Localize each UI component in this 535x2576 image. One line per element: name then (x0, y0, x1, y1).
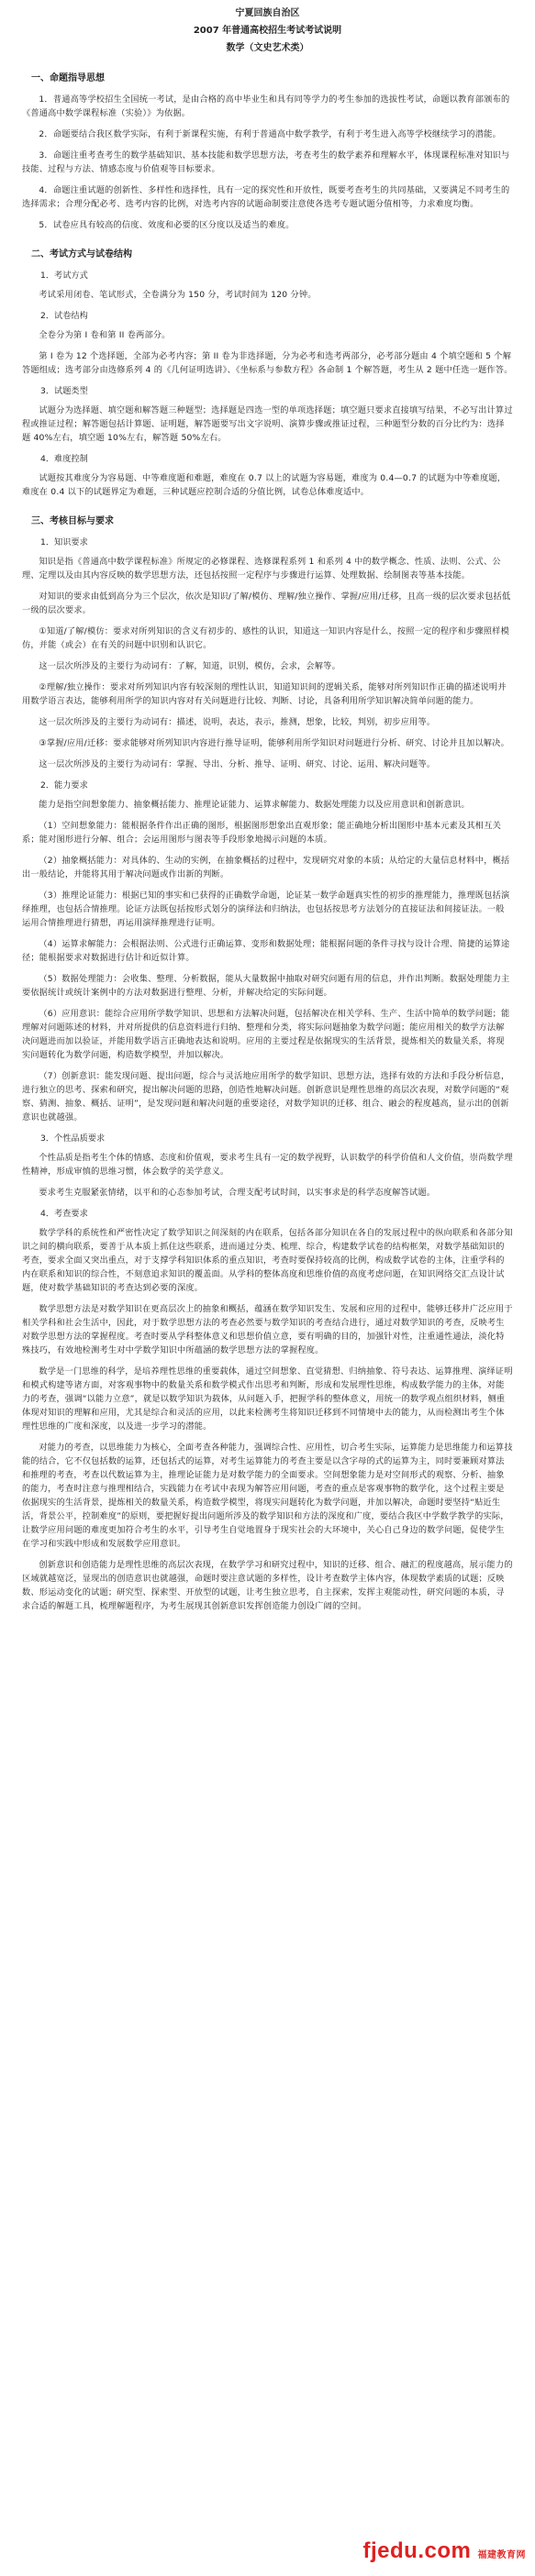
paragraph: （5）数据处理能力：会收集、整理、分析数据，能从大量数据中抽取对研究问题有用的信息，并作出判断。数据处理能力主要依据统计或统计案例中的方法对数据进行整理、分析，并解决给定的实际问题。 (22, 974, 510, 998)
paragraph: 要求考生克服紧张情绪，以平和的心态参加考试，合理支配考试时间，以实事求是的科学态度解答试题。 (39, 1188, 436, 1198)
paragraph: 全卷分为第 I 卷和第 II 卷两部分。 (39, 330, 171, 340)
paragraph: 知识是指《普通高中数学课程标准》所规定的必修课程、选修课程系列 1 和系列 4 中的数学概念、性质、法则、公式、公理、定理以及由其内容反映的数学思想方法，还包括按照一定程序与步骤进行运算、处理数据、绘制图表等基本技能。 (22, 557, 501, 580)
subsection-heading: 4．考查要求 (40, 1209, 88, 1219)
paragraph: 试题按其难度分为容易题、中等难度题和难题，难度在 0.7 以上的试题为容易题，难度为 0.4—0.7 的试题为中等难度题，难度在 0.4 以下的试题界定为难题，三种试题应控制合适的分值比例，试卷总体难度适中。 (22, 473, 507, 497)
paragraph: 5．试卷应具有较高的信度、效度和必要的区分度以及适当的难度。 (39, 220, 295, 230)
paragraph: 第 I 卷为 12 个选择题，全部为必考内容；第 II 卷为非选择题，分为必考和选考两部分，必考部分题由 4 个填空题和 5 个解答题组成；选考部分由选修系列 4 的《几何证明选讲》、《坐标系与参数方程》各命制 1 个解答题，考生从 2 题中任选一题作答。 (22, 351, 513, 375)
region-title: 宁夏回族自治区 (235, 8, 300, 18)
paragraph: 3．命题注重考查考生的数学基础知识、基本技能和数学思想方法，考查考生的数学素养和理解水平，体现课程标准对知识与技能、过程与方法、情感态度与价值观等目标要求。 (22, 150, 510, 174)
paragraph: 1．普通高等学校招生全国统一考试，是由合格的高中毕业生和具有同等学力的考生参加的选拔性考试，命题以教育部颁布的《普通高中数学课程标准（实验）》为依据。 (22, 94, 510, 118)
paragraph: （6）应用意识：能综合应用所学数学知识、思想和方法解决问题，包括解决在相关学科、生产、生活中简单的数学问题；能理解对问题陈述的材料，并对所提供的信息资料进行归纳、整理和分类，将实际问题抽象为数学问题；能应用相关的数学方法解决问题进而加以验证，并能用数学语言正确地表达和说明。应用的主要过程是依据现实的生活背景，提炼相关的数量关系，将现实问题转化为数学问题，构造数学模型，并加以解决。 (22, 1009, 510, 1060)
paragraph: 2．命题要结合我区数学实际，有利于新课程实施，有利于普通高中数学教学，有利于考生进入高等学校继续学习的潜能。 (39, 129, 501, 139)
subsection-heading: 1．考试方式 (40, 271, 88, 281)
paragraph: （7）创新意识：能发现问题、提出问题，综合与灵活地应用所学的数学知识、思想方法，选择有效的方法和手段分析信息，进行独立的思考、探索和研究，提出解决问题的思路，创造性地解决问题。创新意识是理性思维的高层次表现，对数学问题的“观察、猜测、抽象、概括、证明”，是发现问题和解决问题的重要途径，对数学知识的迁移、组合、融会的程度越高，显示出的创新意识也就越强。 (22, 1071, 510, 1122)
paragraph: （1）空间想象能力：能根据条件作出正确的图形，根据图形想象出直观形象；能正确地分析出图形中基本元素及其相互关系；能对图形进行分解、组合；会运用图形与图表等手段形象地揭示问题的本质。 (22, 821, 501, 845)
subsection-heading: 1．知识要求 (40, 537, 88, 547)
paragraph: ②理解/独立操作：要求对所列知识内容有较深刻的理性认识，知道知识间的逻辑关系，能够对所列知识作正确的描述说明并用数学语言表达，能够利用所学的知识内容对有关问题进行比较、判断、讨论，具备利用所学知识解决简单问题的能力。 (22, 682, 507, 706)
paragraph: 对能力的考查，以思维能力为核心，全面考查各种能力，强调综合性、应用性，切合考生实际，运算能力是思维能力和运算技能的结合，它不仅包括数的运算，还包括式的运算，对考生运算能力的考查主要是以含字母的式的运算为主，同时要兼顾对算法和推理的考查，考查以代数运算为主，推理论证能力是对数学能力的全面要求。空间想象能力是对空间形式的观察、分析、抽象的能力，考查时注意与推理相结合，实践能力在考试中表现为解答应用问题，考查的重点是客观事物的数学化，这个过程主要是依据现实的生活背景，提炼相关的数量关系，构造数学模型，将现实问题转化为数学问题，并加以解决，命题时要坚持“贴近生活，背景公平，控制难度”的原则，要把握好提出问题所涉及的数学知识和方法的深度和广度，要结合我区中学数学教学的实际，让数学应用问题的难度更加符合考生的水平，引导考生自觉地置身于现实社会的大环境中，关心自己身边的数学问题，促使学生在学习和实践中形成和发展数学应用意识。 (22, 1443, 513, 1549)
subsection-heading: 3．个性品质要求 (40, 1133, 106, 1144)
paragraph: 这一层次所涉及的主要行为动词有：描述，说明，表达，表示，推测，想象，比较，判别，初步应用等。 (39, 717, 436, 727)
paragraph: ③掌握/应用/迁移：要求能够对所列知识内容进行推导证明，能够利用所学知识对问题进行分析、研究、讨论并且加以解决。 (39, 738, 509, 748)
paragraph: 数学思想方法是对数学知识在更高层次上的抽象和概括，蕴涵在数学知识发生、发展和应用的过程中，能够迁移并广泛应用于相关学科和社会生活中，因此，对于数学思想方法的考查必然要与数学知识的考查结合进行，通过对数学知识的考查，反映考生对数学思想方法的掌握程度。考查时要从学科整体意义和思想价值立意，要有明确的目的，加强针对性，注重通性通法，淡化特殊技巧，有效地检测考生对中学数学知识中所蕴涵的数学思想方法的掌握程度。 (22, 1304, 513, 1355)
subsection-heading: 3．试题类型 (40, 386, 88, 396)
paragraph: （2）抽象概括能力：对具体的、生动的实例，在抽象概括的过程中，发现研究对象的本质；从给定的大量信息材料中，概括出一般结论，并能将其用于解决问题或作出新的判断。 (22, 856, 510, 879)
section-heading: 一、命题指导思想 (31, 73, 105, 83)
subsection-heading: 4．难度控制 (40, 454, 88, 464)
subsection-heading: 2．能力要求 (40, 780, 88, 790)
paragraph: （4）运算求解能力：会根据法则、公式进行正确运算、变形和数据处理；能根据问题的条件寻找与设计合理、简捷的运算途径；能根据要求对数据进行估计和近似计算。 (22, 939, 510, 963)
paragraph: 4．命题注重试题的创新性、多样性和选择性，具有一定的探究性和开放性，既要考查考生的共同基础，又要满足不同考生的选择需求；合理分配必考、选考内容的比例，对选考内容的试题命制要注意使各选考专题试题分值相等，力求难度均衡。 (22, 185, 510, 209)
paragraph: （3）推理论证能力：根据已知的事实和已获得的正确数学命题，论证某一数学命题真实性的初步的推理能力，推理既包括演绎推理，也包括合情推理。论证方法既包括按形式划分的演绎法和归纳法，也包括按思考方法划分的直接证法和间接证法。一般运用合情推理进行猜想，再运用演绎推理进行证明。 (22, 890, 510, 928)
subsection-heading: 2．试卷结构 (40, 311, 88, 321)
document-header (22, 6, 513, 56)
paragraph: 个性品质是指考生个体的情感、态度和价值观，要求考生具有一定的数学视野，认识数学的科学价值和人文价值，崇尚数学理性精神，形成审慎的思维习惯，体会数学的美学意义。 (22, 1153, 513, 1177)
watermark-brand: fjedu.com (362, 2538, 472, 2563)
paragraph: 这一层次所涉及的主要行为动词有：掌握、导出、分析、推导、证明、研究、讨论、运用、解决问题等。 (39, 759, 436, 769)
paragraph: 考试采用闭卷、笔试形式，全卷满分为 150 分，考试时间为 120 分钟。 (39, 290, 317, 300)
paragraph: 这一层次所涉及的主要行为动词有：了解，知道，识别，模仿，会求，会解等。 (39, 661, 340, 671)
document-body (22, 72, 513, 1613)
subject-title: 数学（文史艺术类） (226, 43, 309, 53)
section-heading: 二、考试方式与试卷结构 (31, 249, 132, 260)
paragraph: 数学是一门思维的科学，是培养理性思维的重要载体，通过空间想象、直觉猜想、归纳抽象、符号表达、运算推理、演绎证明和模式构建等诸方面，对客观事物中的数量关系和数学模式作出思考和判断，形成和发展理性思维，构成数学能力的主体，对能力的考查，强调“以能力立意”，就是以数学知识为载体，从问题入手，把握学科的整体意义，用统一的数学观点组织材料，侧重体现对知识的理解和应用，尤其是综合和灵活的应用，以此来检测考生将知识迁移到不同情境中去的能力，从而检测出考生个体理性思维的广度和深度，以及进一步学习的潜能。 (22, 1366, 513, 1432)
paragraph: 对知识的要求由低到高分为三个层次，依次是知识/了解/模仿、理解/独立操作、掌握/应用/迁移，且高一级的层次要求包括低一级的层次要求。 (22, 591, 511, 615)
document-title: 2007 年普通高校招生考试考试说明 (193, 26, 342, 36)
paragraph: ①知道/了解/模仿：要求对所列知识的含义有初步的、感性的认识，知道这一知识内容是什么，按照一定的程序和步骤照样模仿，并能（或会）在有关的问题中识别和认识它。 (22, 626, 509, 650)
watermark-subtitle: 福建教育网 (477, 2550, 526, 2560)
section-heading: 三、考核目标与要求 (31, 516, 114, 526)
paragraph: 试题分为选择题、填空题和解答题三种题型；选择题是四选一型的单项选择题；填空题只要求直接填写结果，不必写出计算过程或推证过程；解答题包括计算题、证明题，解答题要写出文字说明、演算步骤或推证过程，三种题型分数的百分比约为：选择题 40%左右，填空题 10%左右，解答题 50%左右。 (22, 405, 513, 443)
paragraph: 创新意识和创造能力是理性思维的高层次表现，在数学学习和研究过程中，知识的迁移、组合、融汇的程度越高，展示能力的区域就越宽泛，显现出的创造意识也就越强，命题时要注意试题的多样性，设计考查数学主体内容，体现数学素质的试题；反映数、形运动变化的试题；研究型、探索型、开放型的试题，让考生独立思考，自主探索，发挥主观能动性，研究问题的本质，寻求合适的解题工具，梳理解题程序，为考生展现其创新意识发挥创造能力创设广阔的空间。 (22, 1560, 513, 1611)
site-watermark-logo (362, 2538, 526, 2564)
paragraph: 数学学科的系统性和严密性决定了数学知识之间深刻的内在联系，包括各部分知识在各自的发展过程中的纵向联系和各部分知识之间的横向联系，要善于从本质上抓住这些联系，进而通过分类、梳理、综合，构建数学试卷的结构框架，对数学基础知识的考查，要求全面又突出重点，对于支撑学科知识体系的重点知识，考查时要保持较高的比例，构成数学试卷的主体，注重学科的内在联系和知识的综合性，不刻意追求知识的覆盖面。从学科的整体高度和思维价值的高度考虑问题，在知识网络交汇点设计试题，使对数学基础知识的考查达到必要的深度。 (22, 1228, 513, 1293)
paragraph: 能力是指空间想象能力、抽象概括能力、推理论证能力、运算求解能力、数据处理能力以及应用意识和创新意识。 (39, 800, 470, 810)
